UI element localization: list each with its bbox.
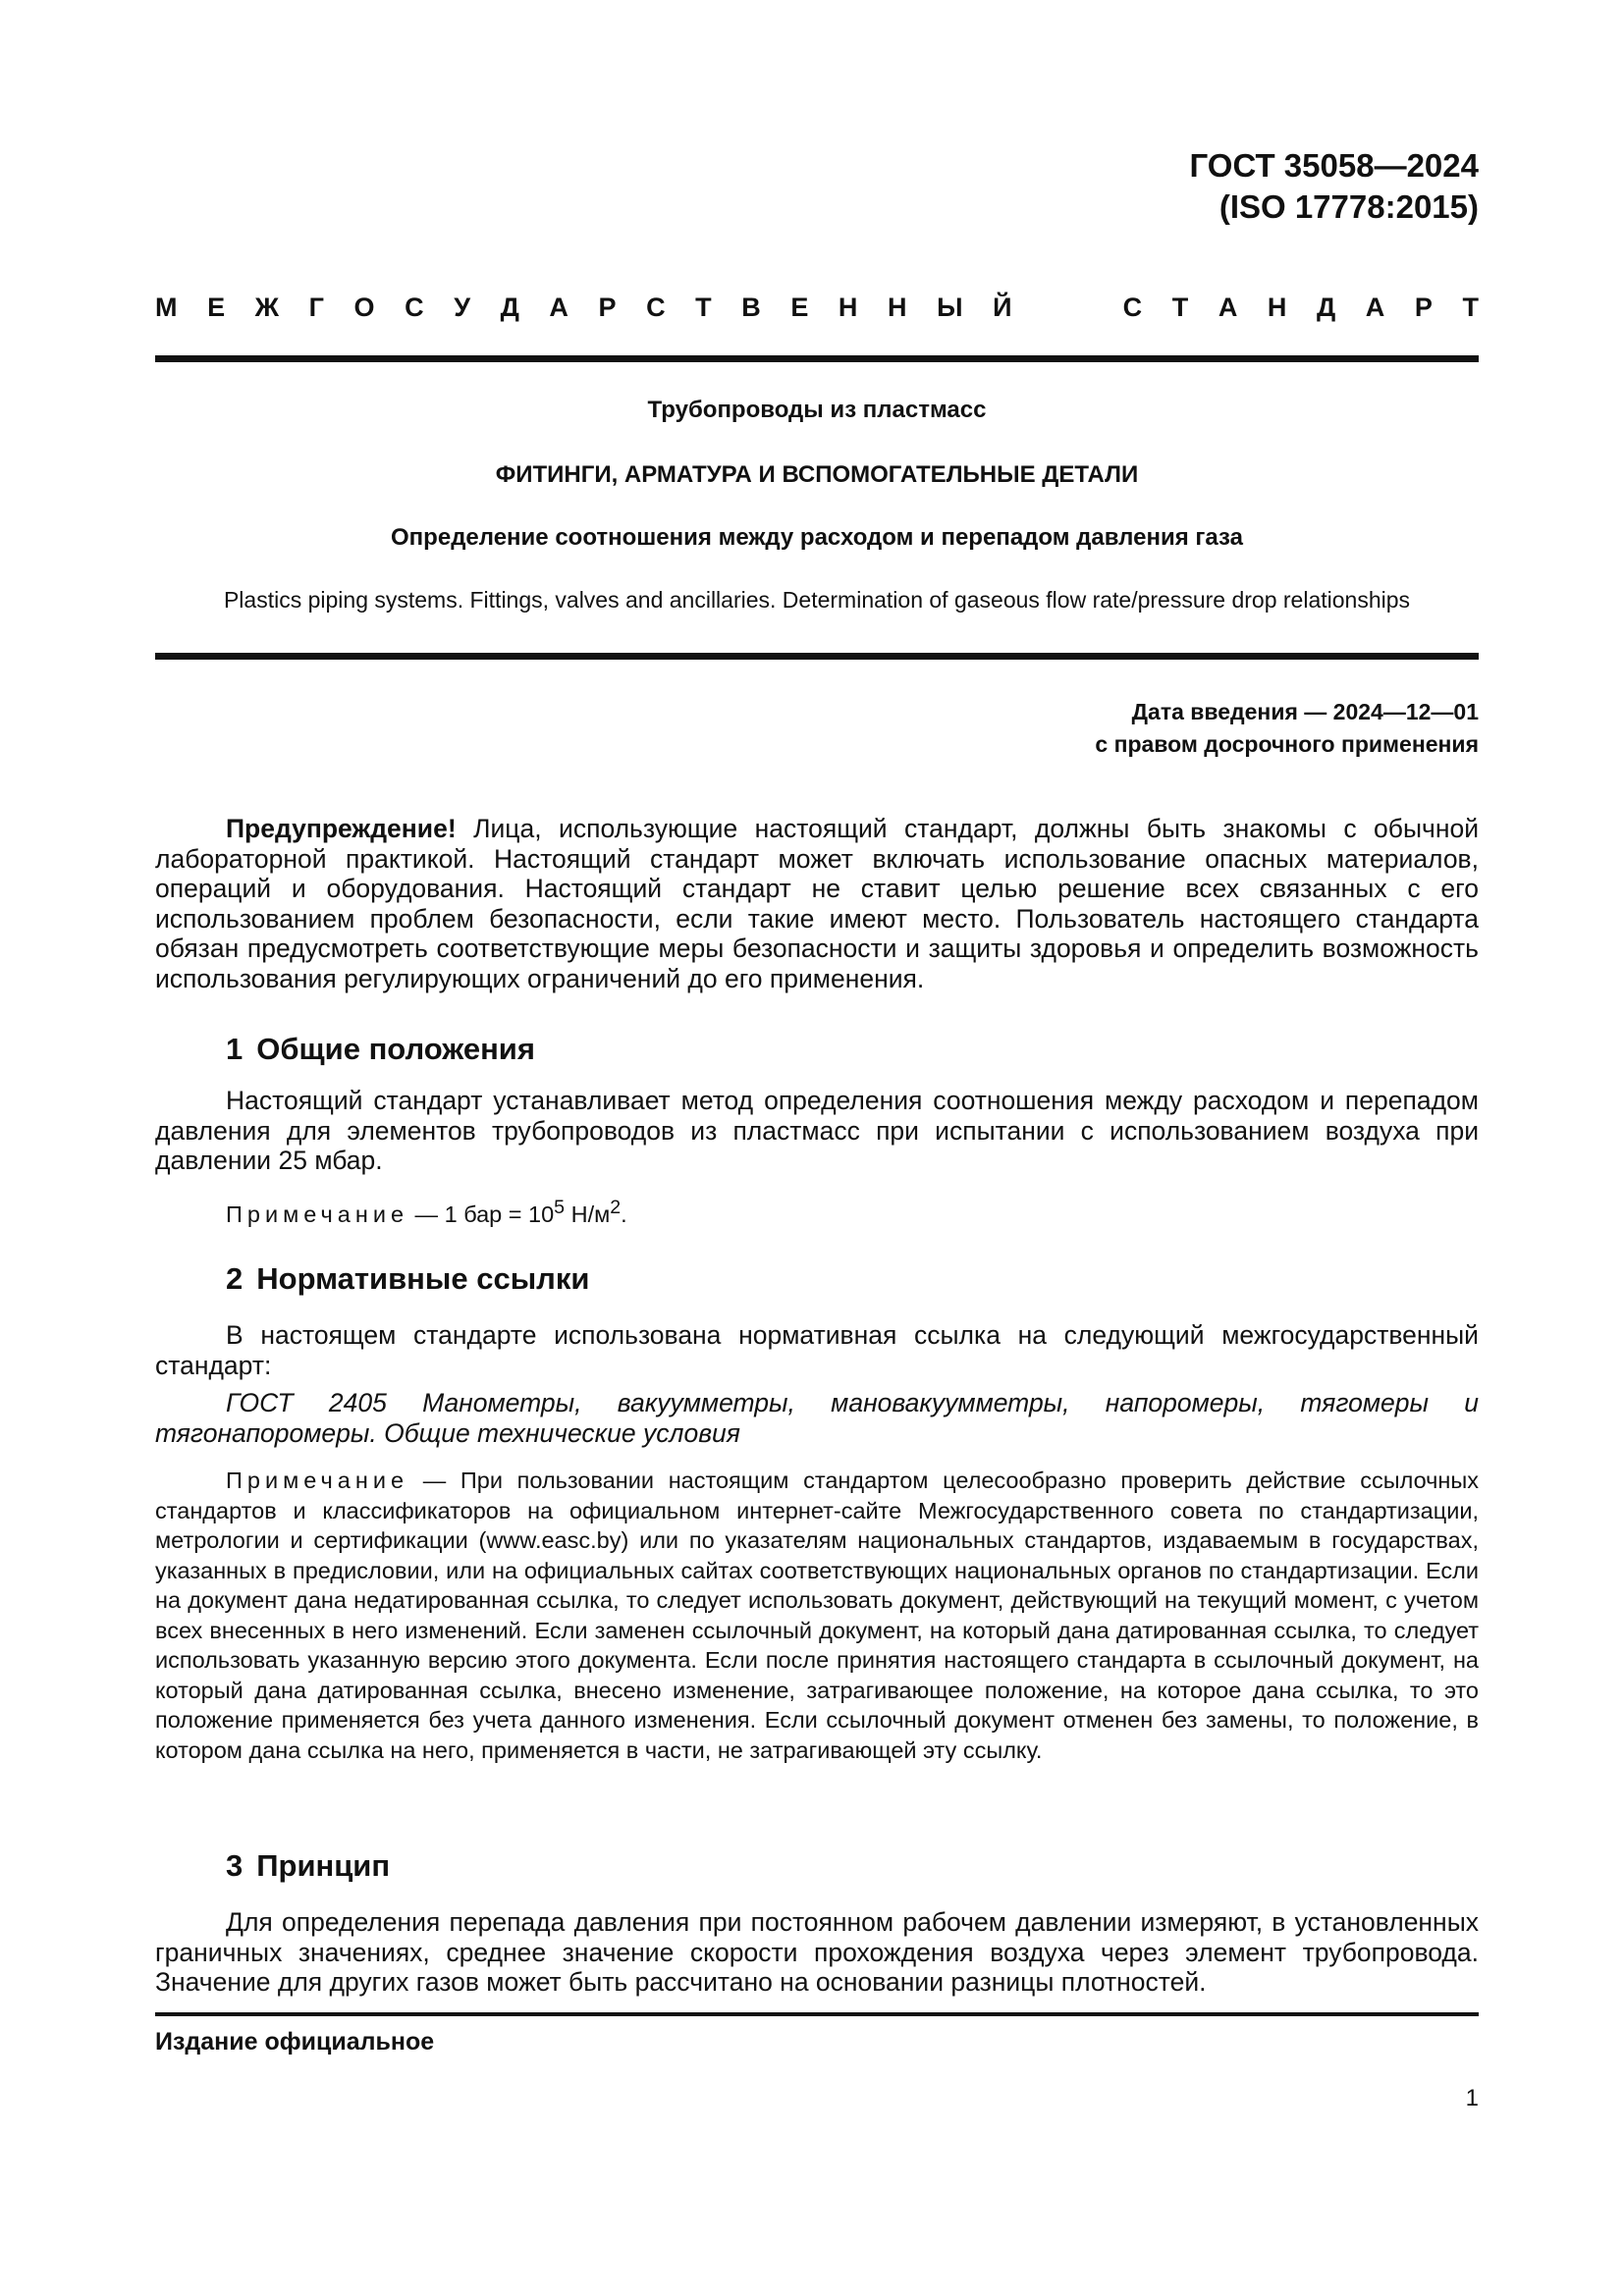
section-3-number: 3 [226, 1848, 244, 1883]
standard-type-letter: Н [838, 293, 858, 322]
standard-type-letter: А [1218, 293, 1238, 322]
standard-designation [1190, 145, 1479, 228]
footer-rule [155, 2012, 1479, 2016]
standard-type-letter: С [405, 293, 424, 322]
section-1-title: Общие положения [256, 1032, 535, 1066]
standard-type-letter: С [1122, 293, 1143, 322]
standard-type-letter: Т [695, 293, 712, 322]
section-1-number: 1 [226, 1032, 244, 1066]
standard-type-letter: Д [1316, 293, 1336, 322]
standard-type-letter: А [1365, 293, 1385, 322]
section-2-reference: ГОСТ 2405 Манометры, вакуумметры, мановакуумметры, напоромеры, тягомеры и тягонапоромеры. Общие технические условия [155, 1388, 1479, 1448]
official-edition-label: Издание официальное [155, 2028, 435, 2056]
warning-paragraph [155, 814, 1479, 993]
section-3-paragraph: Для определения перепада давления при постоянном рабочем давлении измеряют, в установленных граничных значениях, среднее значение скорости прохождения воздуха через элемент трубопровода. Значение для других газов может быть рассчитано на основании разницы плотностей. [155, 1907, 1479, 1997]
note-label: Примечание [226, 1468, 409, 1493]
standard-type-letter: У [454, 293, 471, 322]
standard-type-letter: Н [888, 293, 907, 322]
standard-type-letter: А [549, 293, 568, 322]
section-1-heading [226, 1031, 535, 1068]
note-exponent-1: 5 [554, 1197, 566, 1218]
title-line-3: Определение соотношения между расходом и перепадом давления газа [391, 524, 1243, 551]
early-application-line: с правом досрочного применения [1095, 731, 1479, 757]
section-2-note [155, 1466, 1479, 1765]
standard-type-letter: Е [790, 293, 809, 322]
warning-text: Лица, использующие настоящий стандарт, должны быть знакомы с обычной лабораторной практикой. Настоящий стандарт может включать использование опасных материалов, операций и оборудования. Настоящий стандарт не ставит целью решение всех связанных с его использованием проблем безопасности, если такие имеют место. Пользователь настоящего стандарта обязан предусмотреть соответствующие меры безопасности и защиты здоровья и определить возможность использования регулирующих ограничений до его применения. [155, 814, 1479, 993]
note-middle: Н/м [565, 1201, 611, 1227]
note-text: — При пользовании настоящим стандартом целесообразно проверить действие ссылочных стандартов и классификаторов на официальном интернет-сайте Межгосударственного совета по стандартизации, метрологии и сертификации (www.easc.by) или по указателям национальных стандартов, издаваемым в государствах, указанных в предисловии, или на официальных сайтах соответствующих национальных органов по стандартизации. Если на документ дана недатированная ссылка, то следует использовать документ, действующий на текущий момент, с учетом всех внесенных в него изменений. Если заменен ссылочный документ, на который дана датированная ссылка, то следует использовать указанную версию этого документа. Если после принятия настоящего стандарта в ссылочный документ, на который дана датированная ссылка, внесено изменение, затрагивающее положение, на которое дана ссылка, то это положение применяется без учета данного изменения. Если ссылочный документ отменен без замены, то положение, в котором дана ссылка на него, применяется в части, не затрагивающей эту ссылку. [155, 1468, 1479, 1763]
standard-type-letter: Е [207, 293, 226, 322]
note-end: . [621, 1201, 627, 1227]
standard-type-letter: Р [598, 293, 617, 322]
note-exponent-2: 2 [610, 1197, 622, 1218]
designation-gost: ГОСТ 35058—2024 [1189, 147, 1479, 184]
section-3-heading [226, 1847, 390, 1885]
standard-type-letter: Т [1462, 293, 1479, 322]
document-page [155, 0, 1479, 2296]
standard-type-letter: Д [500, 293, 519, 322]
standard-type-heading [155, 291, 1479, 324]
section-2-paragraph: В настоящем стандарте использована нормативная ссылка на следующий межгосударственный стандарт: [155, 1320, 1479, 1380]
designation-iso: (ISO 17778:2015) [1218, 188, 1479, 225]
title-line-1: Трубопроводы из пластмасс [647, 397, 987, 423]
standard-type-letter: Ж [254, 293, 280, 322]
header-rule-top [155, 355, 1479, 362]
warning-label: Предупреждение! [226, 814, 457, 843]
standard-type-letter: С [646, 293, 666, 322]
standard-type-letter: Г [308, 293, 324, 322]
standard-type-letter: Т [1171, 293, 1189, 322]
standard-type-letter: Н [1267, 293, 1287, 322]
header-rule-bottom [155, 653, 1479, 660]
introduction-date [1095, 696, 1479, 761]
section-2-number: 2 [226, 1261, 244, 1296]
page-number: 1 [1465, 2085, 1479, 2111]
note-label: Примечание [226, 1201, 409, 1227]
title-line-2: ФИТИНГИ, АРМАТУРА И ВСПОМОГАТЕЛЬНЫЕ ДЕТАЛИ [495, 461, 1139, 488]
section-2-heading [226, 1260, 589, 1298]
standard-type-letter: В [741, 293, 761, 322]
standard-type-letter: Ы [937, 293, 963, 322]
note-prefix: — 1 бар = 10 [408, 1201, 555, 1227]
word-gap [1042, 291, 1093, 324]
section-3-title: Принцип [256, 1848, 391, 1883]
section-1-note [155, 1193, 1479, 1229]
section-1-paragraph: Настоящий стандарт устанавливает метод определения соотношения между расходом и перепадом давления для элементов трубопроводов из пластмасс при испытании с использованием воздуха при давлении 25 мбар. [155, 1086, 1479, 1175]
standard-type-letter: О [353, 293, 375, 322]
standard-type-letter: Й [993, 293, 1012, 322]
section-2-title: Нормативные ссылки [256, 1261, 590, 1296]
introduction-date-line: Дата введения — 2024—12—01 [1131, 699, 1479, 724]
title-english: Plastics piping systems. Fittings, valves and ancillaries. Determination of gaseous flow rate/pressure drop relationships [223, 587, 1411, 613]
standard-type-letter: М [155, 293, 178, 322]
standard-type-letter: Р [1414, 293, 1433, 322]
